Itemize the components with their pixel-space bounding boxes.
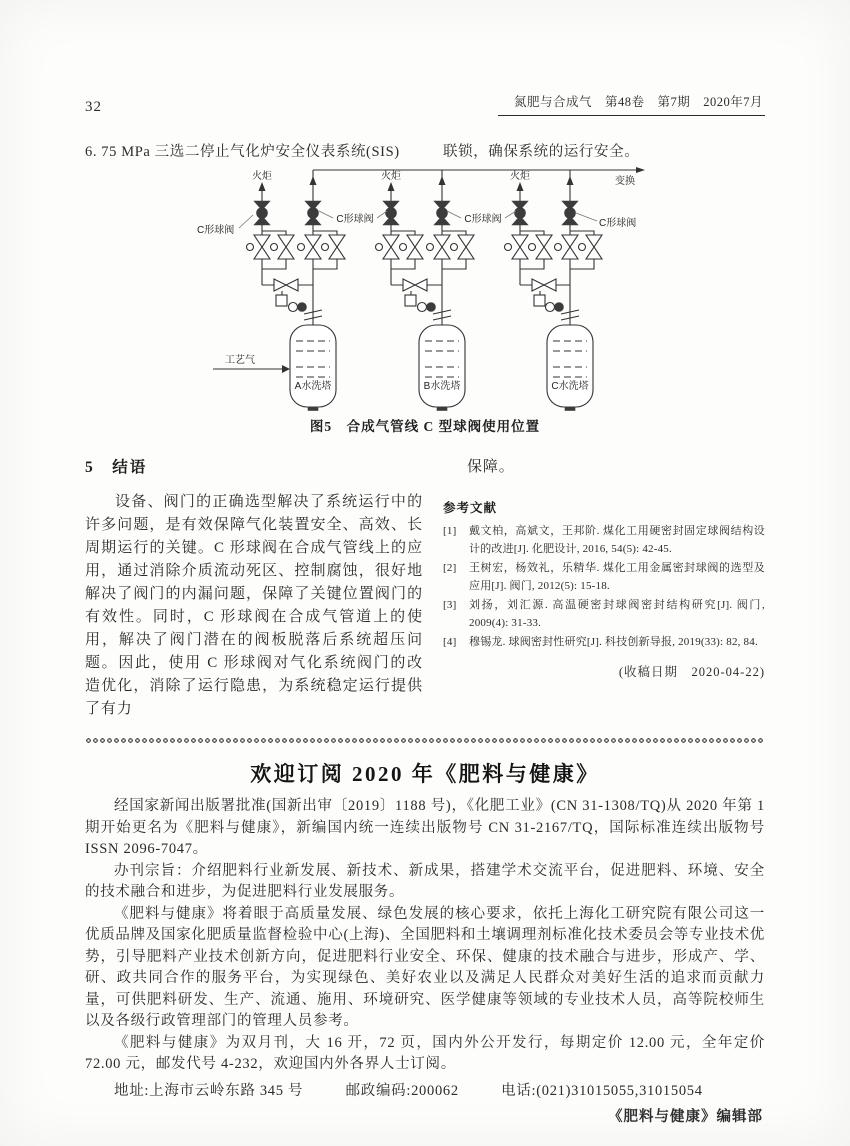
references-list (443, 523, 765, 652)
control-valve-icon (532, 279, 544, 291)
postcode: 邮政编码:200062 (345, 1082, 459, 1099)
reference-number: [2] (443, 562, 457, 574)
tower-a (290, 325, 336, 411)
c-ball-valve-label: C形球阀 (197, 225, 235, 236)
instrument-icon (418, 303, 427, 312)
c-ball-valve-label: C形球阀 (336, 214, 374, 225)
tower-c (547, 325, 593, 411)
instrument-icon (555, 303, 564, 312)
conclusion-column (85, 455, 423, 721)
up-arrow-icon (310, 176, 317, 185)
reference-number: [3] (443, 599, 457, 611)
reference-text: 王树宏，杨效礼，乐精华. 煤化工用金属密封球阀的选型及应用[J]. 阀门, 2012(5): 15-18. (469, 562, 765, 592)
instrument-icon (289, 303, 298, 312)
figure-5 (85, 167, 765, 435)
body-columns (85, 455, 765, 721)
flare-label: 火炬 (252, 171, 272, 182)
announcement (85, 758, 765, 1126)
flare-label: 火炬 (510, 171, 530, 182)
control-valve-icon (274, 279, 286, 291)
reference-text: 穆锡龙. 球阀密封性研究[J]. 科技创新导报, 2019(33): 82, 84. (469, 636, 758, 648)
reference-number: [1] (443, 525, 457, 537)
flare-label: 火炬 (381, 171, 401, 182)
process-gas-arrow-icon (282, 365, 290, 373)
instrument-icon (427, 303, 436, 312)
manifold-line (313, 167, 645, 187)
instrument-icon (546, 303, 555, 312)
references-heading: 参考文献 (443, 501, 498, 515)
c-ball-valve-label: C形球阀 (599, 218, 637, 229)
process-gas-label: 工艺气 (225, 355, 255, 366)
tower-b-label: B水洗塔 (423, 381, 461, 392)
paragraph-continuation: 保障。 (467, 459, 515, 475)
intro-row (85, 140, 765, 161)
announcement-title: 欢迎订阅 2020 年《肥料与健康》 (250, 762, 600, 786)
address: 地址:上海市云岭东路 345 号 (114, 1082, 304, 1099)
conclusion-paragraph: 设备、阀门的正确选型解决了系统运行中的许多问题，是有效保障气化装置安全、高效、长周期运行的关键。C 形球阀在合成气管线上的应用，通过消除介质流动死区、控制腐蚀，很好地解决了阀门的内漏问题，保障了关键位置阀门的有效性。同时，C 形球阀在合成气管道上的使用，解决了阀门潜在的阀板脱落后系统超压问题。因此，使用 C 形球阀对气化系统阀门的改造优化，消除了运行隐患，为系统稳定运行提供了有力 (85, 494, 423, 717)
valve-group-b (376, 169, 475, 411)
figure-caption: 图5 合成气管线 C 型球阀使用位置 (309, 419, 541, 434)
intro-right-text: 联锁，确保系统的运行安全。 (443, 144, 640, 160)
up-arrow-icon (567, 176, 574, 185)
page-number: 32 (85, 99, 102, 115)
wavy-divider (85, 737, 765, 744)
journal-info: 氮肥与合成气 第48卷 第7期 2020年7月 (498, 92, 765, 116)
tower-c-label: C水洗塔 (551, 381, 589, 392)
page-header (85, 92, 765, 116)
valve-group-a (213, 169, 345, 411)
instrument-icon (298, 303, 307, 312)
reference-number: [4] (443, 636, 457, 648)
control-valve-icon (403, 279, 415, 291)
reference-item (443, 560, 765, 595)
editorial-signature: 《肥料与健康》编辑部 (608, 1108, 763, 1125)
actuator-icon (405, 295, 416, 306)
valve-group-c (505, 169, 603, 411)
conclusion-heading: 5 结语 (85, 459, 148, 476)
references-column (443, 455, 765, 721)
announcement-paragraph: 《肥料与健康》将着眼于高质量发展、绿色发展的核心要求，依托上海化工研究院有限公司这一优质品牌及国家化肥质量监督检验中心(上海)、全国肥料和土壤调理剂标准化技术委员会等专业技术优势，引导肥料产业技术创新方向，促进肥料行业安全、环保、健康的技术融合与进步，形成产、学、研、政共同合作的服务平台，为实现绿色、美好农业以及满足人民群众对美好生活的追求而贡献力量，可供肥料研发、生产、流通、施用、环境研究、医学健康等领域的专业技术人员，高等院校师生以及各级行政管理部门的管理人员参考。 (85, 905, 765, 1029)
reference-item (443, 634, 765, 652)
intro-left-text: 6. 75 MPa 三选二停止气化炉安全仪表系统(SIS) (85, 144, 400, 160)
received-date: (收稿日期 2020-04-22) (618, 664, 765, 679)
up-arrow-icon (439, 176, 446, 185)
piping-diagram (195, 167, 660, 413)
reference-text: 戴文柏，高斌文，王邦阶. 煤化工用硬密封固定球阀结构设计的改进[J]. 化肥设计, 2016, 54(5): 42-45. (469, 525, 765, 555)
shift-label: 变换 (615, 176, 635, 187)
contact-line (85, 1079, 765, 1100)
tower-a-label: A水洗塔 (294, 381, 332, 392)
actuator-icon (276, 295, 287, 306)
shift-arrow-icon (636, 167, 645, 173)
announcement-paragraph: 办刊宗旨：介绍肥料行业新发展、新技术、新成果，搭建学术交流平台，促进肥料、环境、安全的技术融合和进步，为促进肥料行业发展服务。 (85, 862, 765, 900)
reference-text: 刘扬，刘汇源. 高温硬密封球阀密封结构研究[J]. 阀门, 2009(4): 31-33. (469, 599, 765, 629)
phone: 电话:(021)31015055,31015054 (501, 1082, 703, 1099)
c-ball-valve-label: C形球阀 (464, 214, 502, 225)
tower-b (419, 325, 465, 411)
announcement-paragraph: 《肥料与健康》为双月刊，大 16 开，72 页，国内外公开发行，每期定价 12.00 元，全年定价 72.00 元，邮发代号 4-232，欢迎国内外各界人士订阅。 (85, 1034, 765, 1072)
actuator-icon (534, 295, 545, 306)
page-content (85, 0, 765, 1126)
reference-item (443, 597, 765, 632)
reference-item (443, 523, 765, 558)
announcement-paragraph: 经国家新闻出版署批准(国新出审〔2019〕1188 号)，《化肥工业》(CN 31-1308/TQ)从 2020 年第 1 期开始更名为《肥料与健康》，新编国内统一连续出版物号 CN 31-2167/TQ，国际标准连续出版物号 ISSN 2096-7047。 (85, 798, 765, 857)
